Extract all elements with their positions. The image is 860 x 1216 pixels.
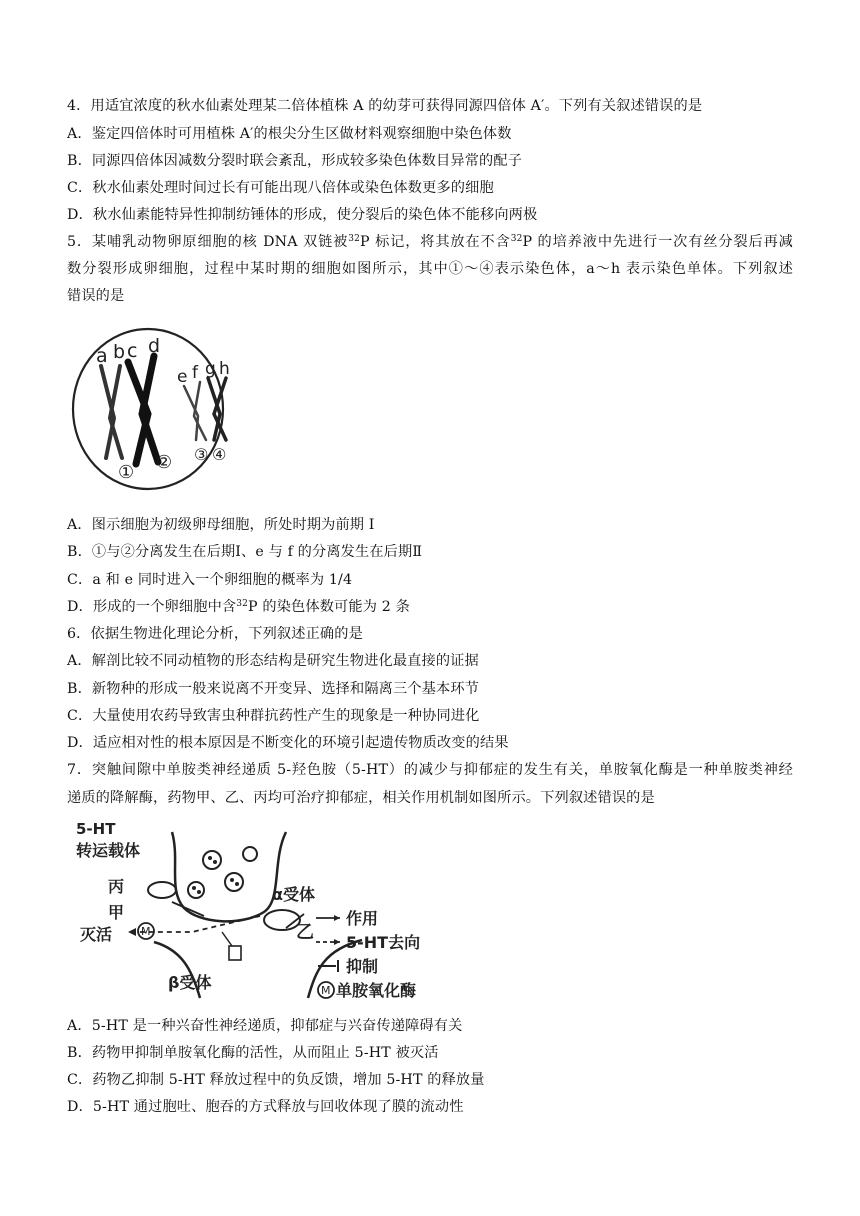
label-5ht: 5-HT [76, 820, 116, 838]
legend-inhibit-icon [318, 960, 338, 972]
transporter-shape [148, 882, 176, 898]
legend-mao-letter: M [321, 984, 331, 997]
chromosome-label-3: ③ [194, 445, 209, 464]
q6-option-d: D．适应相对性的根本原因是不断变化的环境引起遗传物质改变的结果 [67, 735, 509, 751]
q6-stem: 6．依据生物进化理论分析，下列叙述正确的是 [67, 626, 363, 642]
chromatid-label-a: a [96, 345, 108, 367]
legend-label-mao: 单胺氧化酶 [336, 981, 417, 1000]
q6-option-c: C．大量使用农药导致害虫种群抗药性产生的现象是一种协同进化 [67, 708, 480, 724]
q7-stem-line1: 7．突触间隙中单胺类神经递质 5-羟色胺（5-HT）的减少与抑郁症的发生有关，单胺氧化酶是一种单胺类神经 [67, 762, 793, 778]
q4-option-d: D．秋水仙素能特异性抑制纺锤体的形成，使分裂后的染色体不能移向两极 [67, 207, 538, 223]
q5-sup-2: 32 [510, 234, 523, 244]
label-beta-receptor: β受体 [168, 973, 212, 992]
q7-option-c: C．药物乙抑制 5-HT 释放过程中的负反馈，增加 5-HT 的释放量 [67, 1072, 485, 1088]
label-transporter: 转运载体 [76, 841, 141, 860]
q5-option-d [67, 597, 410, 617]
q5-stem-part2: P 标记，将其放在不含 [359, 234, 511, 250]
chromosome-1 [101, 366, 122, 458]
q4-option-b: B．同源四倍体因减数分裂时联会紊乱，形成较多染色体数目异常的配子 [67, 153, 523, 169]
presynaptic-membrane [172, 832, 286, 921]
beta-receptor-shape [229, 946, 241, 960]
q5-stem-line3: 错误的是 [67, 288, 125, 304]
q4-option-a: A．鉴定四倍体时可用植株 A′的根尖分生区做材料观察细胞中染色体数 [67, 126, 512, 142]
cell-chromosome-figure [68, 322, 228, 494]
q7-stem-line2: 递质的降解酶，药物甲、乙、丙均可治疗抑郁症，相关作用机制如图所示。下列叙述错误的是 [67, 790, 655, 806]
chromatid-label-c: c [127, 340, 138, 362]
q5-stem-part3: P 的培养液中先进行一次有丝分裂后再减 [522, 234, 793, 250]
q5-option-b: B．①与②分离发生在后期Ⅰ、e 与 f 的分离发生在后期Ⅱ [67, 544, 423, 560]
q5-option-c: C．a 和 e 同时进入一个卵细胞的概率为 1/4 [67, 572, 353, 588]
q4-option-c: C．秋水仙素处理时间过长有可能出现八倍体或染色体数更多的细胞 [67, 180, 494, 196]
q4-stem: 4．用适宜浓度的秋水仙素处理某二倍体植株 A 的幼芽可获得同源四倍体 A′。下列有关叙述错误的是 [67, 98, 703, 114]
legend-label-5ht-fate: 5-HT去向 [346, 933, 421, 952]
chromosome-label-2: ② [156, 452, 173, 473]
q5-option-a: A．图示细胞为初级卵母细胞，所处时期为前期 I [67, 517, 375, 533]
chromatid-label-f: f [192, 363, 198, 383]
chromatid-label-d: d [148, 335, 161, 357]
alpha-receptor-shape [264, 910, 300, 930]
q7-option-b: B．药物甲抑制单胺氧化酶的活性，从而阻止 5-HT 被灭活 [67, 1045, 439, 1061]
chromosome-3 [184, 382, 206, 440]
chromatid-label-b: b [113, 341, 126, 363]
q5-option-d-sup: 32 [236, 599, 249, 609]
q5-option-d-part1: D．形成的一个卵细胞中含 [67, 599, 237, 615]
chromatid-label-h: h [219, 359, 230, 379]
chromosome-2 [128, 356, 158, 464]
chromosome-label-4: ④ [212, 445, 227, 464]
q5-stem-line2: 数分裂形成卵细胞，过程中某时期的细胞如图所示，其中①～④表示染色体，a～h 表示染色单体。下列叙述 [67, 261, 793, 277]
legend-label-inhibit: 抑制 [346, 957, 379, 976]
q5-option-d-part2: P 的染色体数可能为 2 条 [248, 599, 410, 615]
q6-option-b: B．新物种的形成一般来说离不开变异、选择和隔离三个基本环节 [67, 681, 480, 697]
legend-label-action: 作用 [346, 909, 379, 928]
label-inactivate: 灭活 [80, 925, 113, 944]
synapse-mechanism-figure [72, 820, 442, 1005]
q7-option-a: A．5-HT 是一种兴奋性神经递质，抑郁症与兴奋传递障碍有关 [67, 1018, 463, 1034]
chromatid-label-g: g [205, 359, 216, 379]
label-alpha-receptor: α受体 [272, 885, 315, 904]
q5-sup-1: 32 [348, 234, 360, 244]
chromosome-label-1: ① [118, 462, 135, 483]
mao-enzyme-letter: M [141, 925, 151, 938]
label-drug-jia: 甲 [108, 903, 125, 922]
label-drug-yi: 乙 [296, 922, 314, 943]
label-drug-bing: 丙 [108, 877, 125, 896]
q5-stem-part1: 5．某哺乳动物卵原细胞的核 DNA 双链被 [67, 234, 349, 250]
q6-option-a: A．解剖比较不同动植物的形态结构是研究生物进化最直接的证据 [67, 653, 479, 669]
q5-stem-line1 [67, 232, 793, 252]
q7-option-d: D．5-HT 通过胞吐、胞吞的方式释放与回收体现了膜的流动性 [67, 1099, 464, 1115]
chromatid-label-e: e [177, 367, 188, 387]
